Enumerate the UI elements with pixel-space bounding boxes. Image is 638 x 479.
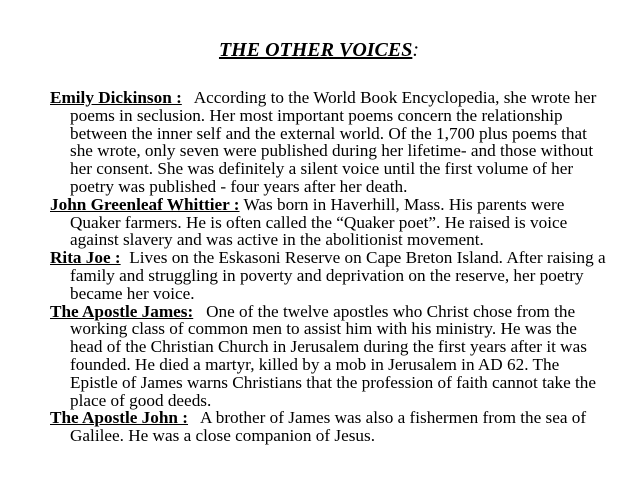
entry-apostle-james	[50, 303, 610, 410]
entry-emily-dickinson	[50, 89, 610, 196]
entry-rita-joe	[50, 249, 610, 302]
entry-text: Lives on the Eskasoni Reserve on Cape Breton Island. After raising a family and struggling in poverty and deprivation on the reserve, her poetry became her voice.	[70, 248, 606, 303]
entry-text: According to the World Book Encyclopedia, she wrote her poems in seclusion. Her most important poems concern the relationship between the inner self and the external world. Of the 1,700 plus poems that she wrote, only seven were published during her lifetime- and those without her consent. She was definitely a silent voice until the first volume of her poetry was published - four years after her death.	[70, 88, 597, 196]
title-colon: :	[412, 39, 420, 61]
entry-john-greenleaf-whittier	[50, 196, 610, 249]
entry-text: A brother of James was also a fishermen from the sea of Galilee. He was a close companion of Jesus.	[70, 408, 587, 446]
entry-list	[50, 89, 610, 445]
entry-name: John Greenleaf Whittier :	[50, 194, 240, 214]
entry-name: The Apostle James:	[50, 301, 194, 321]
entry-text: One of the twelve apostles who Christ chose from the working class of common men to assist him with his ministry. He was the head of the Christian Church in Jerusalem during the first years after it was founded. He died a martyr, killed by a mob in Jerusalem in AD 62. The Epistle of James warns Christians that the profession of faith cannot take the place of good deeds.	[70, 301, 596, 410]
page-title	[0, 38, 638, 62]
entry-name: Rita Joe :	[50, 248, 121, 268]
entry-apostle-john	[50, 409, 610, 445]
entry-name: Emily Dickinson :	[50, 88, 182, 107]
entry-name: The Apostle John :	[50, 408, 189, 428]
entry-text: Was born in Haverhill, Mass. His parents were Quaker farmers. He is often called the “Quaker poet”. He raised is voice against slavery and was active in the abolitionist movement.	[70, 194, 568, 250]
title-text: THE OTHER VOICES	[218, 39, 413, 61]
